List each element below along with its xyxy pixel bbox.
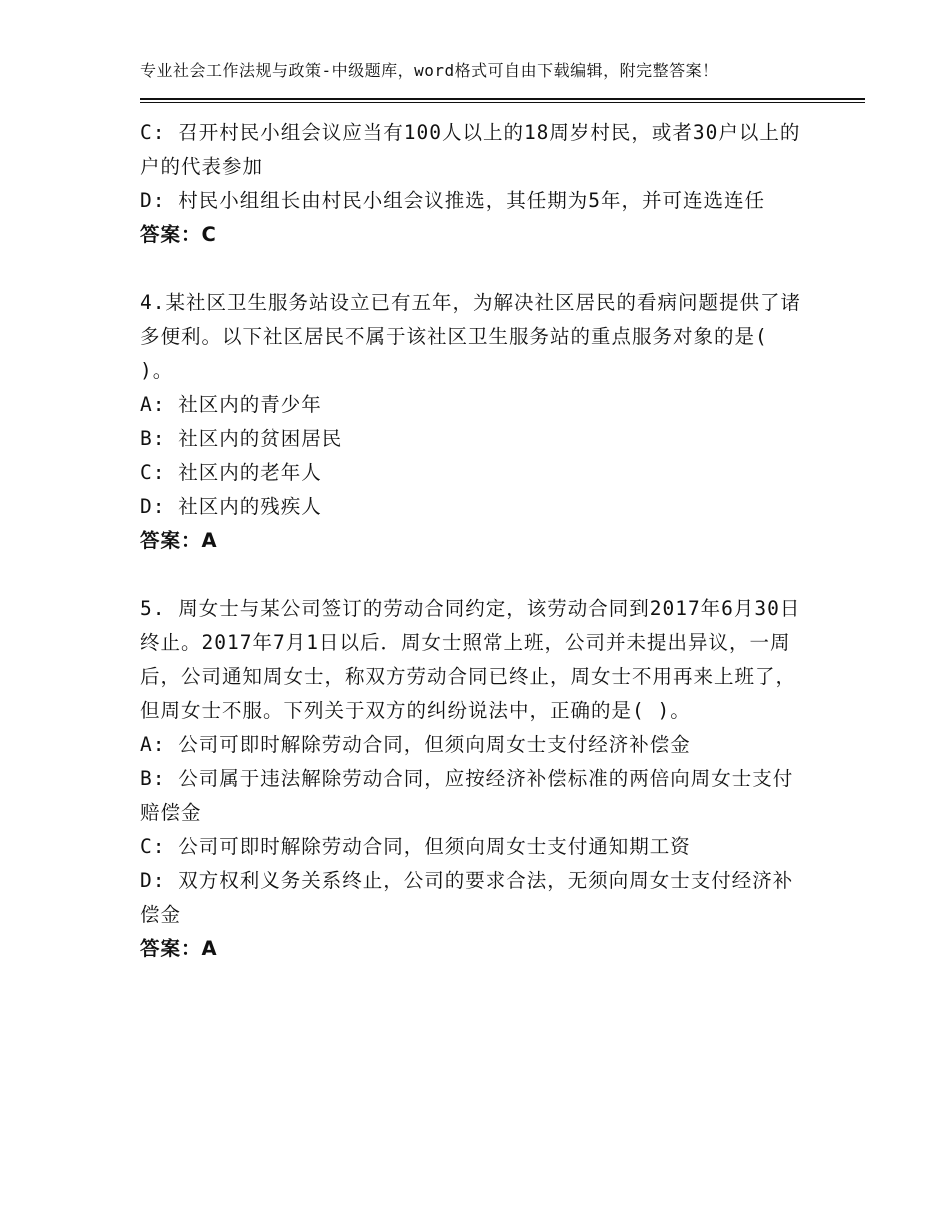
spacer (140, 252, 810, 286)
option-c: C: 召开村民小组会议应当有100人以上的18周岁村民，或者30户以上的户的代表参加 (140, 121, 801, 178)
option-d: D: 村民小组组长由村民小组会议推选，其任期为5年，并可连选连任 (140, 189, 765, 212)
option-c: C: 公司可即时解除劳动合同，但须向周女士支付通知期工资 (140, 835, 691, 858)
question-3-remainder (140, 116, 810, 252)
answer-label: 答案：A (140, 937, 218, 960)
option-a: A: 公司可即时解除劳动合同，但须向周女士支付经济补偿金 (140, 733, 691, 756)
question-stem: 5. 周女士与某公司签订的劳动合同约定，该劳动合同到2017年6月30日终止。2017年7月1日以后．周女士照常上班，公司并未提出异议，一周后，公司通知周女士，称双方劳动合同已终止，周女士不用再来上班了，但周女士不服。下列关于双方的纠纷说法中，正确的是( )。 (140, 597, 801, 722)
option-d: D: 社区内的残疾人 (140, 495, 322, 518)
page-header-title: 专业社会工作法规与政策-中级题库，word格式可自由下载编辑，附完整答案！ (140, 61, 719, 80)
option-b: B: 社区内的贫困居民 (140, 427, 343, 450)
option-d: D: 双方权利义务关系终止，公司的要求合法，无须向周女士支付经济补偿金 (140, 869, 794, 926)
option-a: A: 社区内的青少年 (140, 393, 322, 416)
question-4 (140, 286, 810, 558)
answer-label: 答案：A (140, 529, 218, 552)
question-stem: 4.某社区卫生服务站设立已有五年，为解决社区居民的看病问题提供了诸多便利。以下社区居民不属于该社区卫生服务站的重点服务对象的是( )。 (140, 291, 806, 382)
spacer (140, 558, 810, 592)
header-rule-thick (140, 98, 865, 100)
answer-label: 答案：C (140, 223, 217, 246)
option-c: C: 社区内的老年人 (140, 461, 322, 484)
option-b: B: 公司属于违法解除劳动合同，应按经济补偿标准的两倍向周女士支付赔偿金 (140, 767, 794, 824)
question-5 (140, 592, 810, 966)
question-content (140, 116, 810, 966)
header-rule-thin (140, 102, 865, 103)
